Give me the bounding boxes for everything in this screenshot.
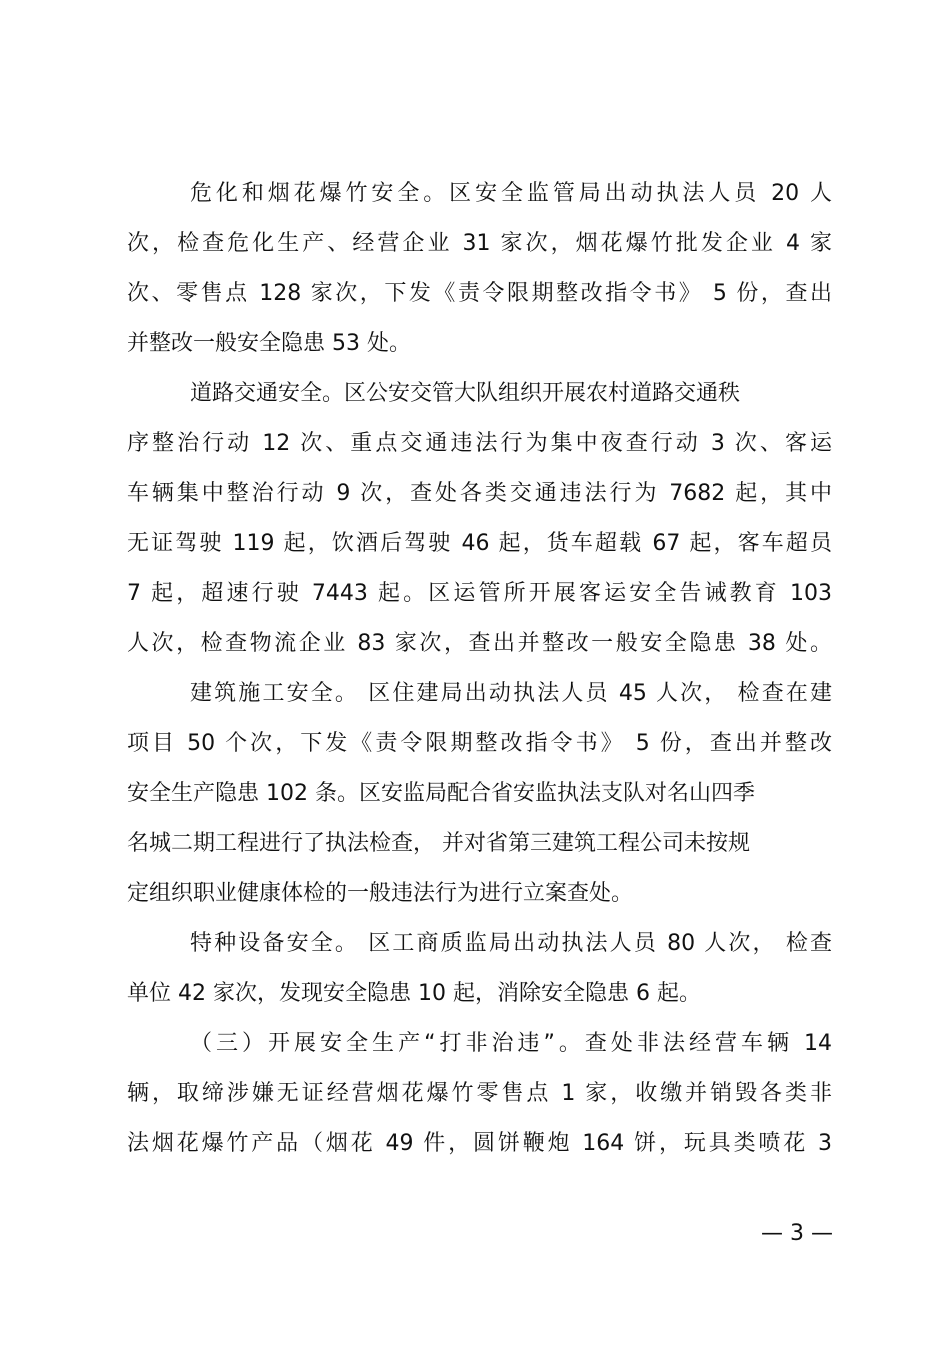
paragraph-line: 序整治行动 12 次、重点交通违法行为集中夜查行动 3 次、客运 — [127, 431, 832, 456]
paragraph-line: 次、零售点 128 家次，下发《责令限期整改指令书》 5 份，查出 — [127, 281, 832, 306]
paragraph-line: 安全生产隐患 102 条。区安监局配合省安监执法支队对名山四季 — [127, 781, 755, 806]
paragraph-line: 车辆集中整治行动 9 次，查处各类交通违法行为 7682 起，其中 — [127, 481, 832, 506]
paragraph-line: 特种设备安全。 区工商质监局出动执法人员 80 人次， 检查 — [190, 931, 832, 956]
paragraph-line: 次，检查危化生产、经营企业 31 家次，烟花爆竹批发企业 4 家 — [127, 231, 832, 256]
paragraph-line: 并整改一般安全隐患 53 处。 — [127, 331, 411, 356]
paragraph-line: 无证驾驶 119 起，饮酒后驾驶 46 起，货车超载 67 起，客车超员 — [127, 531, 832, 556]
paragraph-line: 辆，取缔涉嫌无证经营烟花爆竹零售点 1 家，收缴并销毁各类非 — [127, 1081, 832, 1106]
paragraph-line: （三）开展安全生产“打非治违”。查处非法经营车辆 14 — [190, 1031, 832, 1056]
paragraph-line: 7 起，超速行驶 7443 起。区运管所开展客运安全告诫教育 103 — [127, 581, 832, 606]
paragraph-line: 项目 50 个次，下发《责令限期整改指令书》 5 份，查出并整改 — [127, 731, 832, 756]
paragraph-line: 人次，检查物流企业 83 家次，查出并整改一般安全隐患 38 处。 — [127, 631, 832, 656]
paragraph-line: 法烟花爆竹产品（烟花 49 件，圆饼鞭炮 164 饼，玩具类喷花 3 — [127, 1131, 832, 1156]
paragraph-line: 建筑施工安全。 区住建局出动执法人员 45 人次， 检查在建 — [190, 681, 832, 706]
page-number: — 3 — — [761, 1221, 833, 1246]
paragraph-line: 单位 42 家次，发现安全隐患 10 起，消除安全隐患 6 起。 — [127, 981, 701, 1006]
paragraph-line: 名城二期工程进行了执法检查， 并对省第三建筑工程公司未按规 — [127, 831, 750, 856]
paragraph-line: 危化和烟花爆竹安全。区安全监管局出动执法人员 20 人 — [190, 181, 832, 206]
paragraph-line: 定组织职业健康体检的一般违法行为进行立案查处。 — [127, 881, 634, 906]
paragraph-line: 道路交通安全。区公安交管大队组织开展农村道路交通秩 — [190, 381, 741, 406]
